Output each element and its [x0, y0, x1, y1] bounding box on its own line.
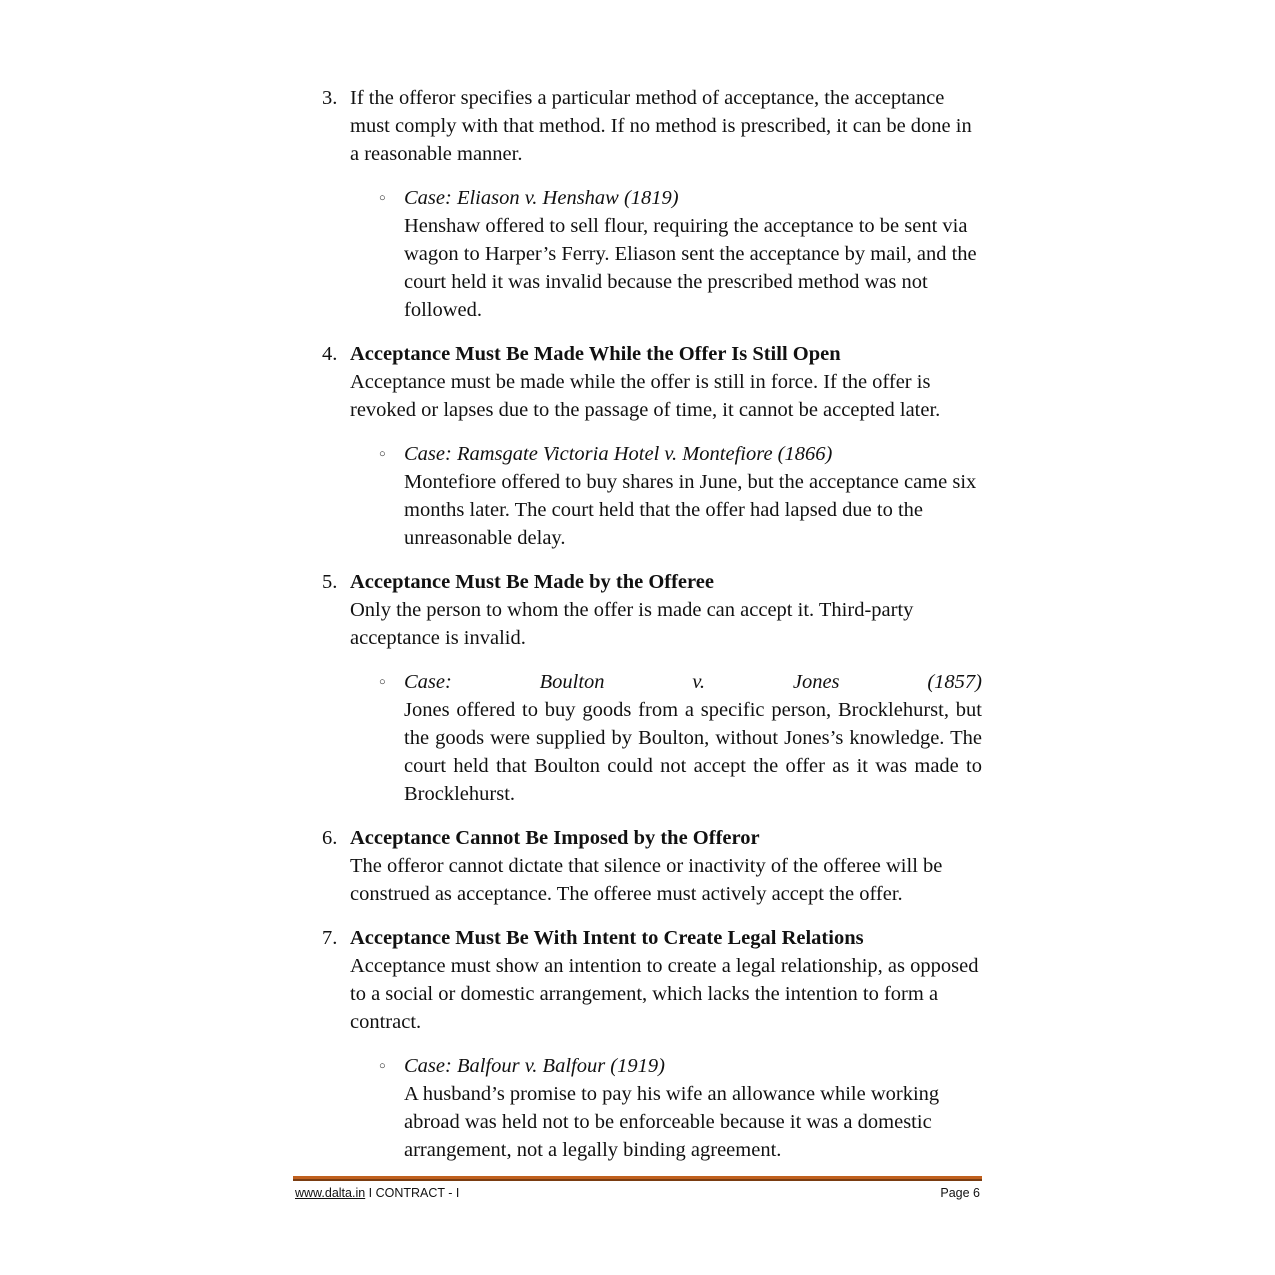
case-title-part: Case:	[404, 671, 452, 693]
case-title-part: v.	[692, 671, 706, 693]
list-item-6	[322, 824, 982, 908]
page-number: Page 6	[940, 1186, 980, 1200]
case-title-part: Jones	[792, 671, 840, 693]
case-balfour-v-balfour	[376, 1052, 982, 1164]
item-heading: Acceptance Must Be Made by the Offeree	[350, 571, 714, 593]
item-body: The offeror cannot dictate that silence or inactivity of the offeree will be construed as acceptance. The offeree must actively accept the offer.	[350, 855, 943, 905]
list-item-7	[322, 924, 982, 1164]
case-title-part: Boulton	[539, 671, 605, 693]
circle-bullet-icon: ○	[379, 448, 386, 460]
list-item-5	[322, 568, 982, 808]
item-heading: Acceptance Must Be With Intent to Create Legal Relations	[350, 927, 864, 949]
case-description: Henshaw offered to sell flour, requiring the acceptance to be sent via wagon to Harper’s Ferry. Eliason sent the acceptance by mail, and the court held it was invalid because the prescribed method was not followed.	[404, 215, 977, 321]
case-ramsgate-v-montefiore	[376, 440, 982, 552]
item-number: 5.	[322, 571, 338, 593]
footer-doc-title: I CONTRACT - I	[365, 1186, 460, 1200]
document-body	[322, 84, 982, 1180]
circle-bullet-icon: ○	[379, 1060, 386, 1072]
case-title: Case: Ramsgate Victoria Hotel v. Montefiore (1866)	[404, 443, 833, 465]
case-title	[404, 668, 982, 696]
case-eliason-v-henshaw	[376, 184, 982, 324]
item-number: 6.	[322, 827, 338, 849]
item-number: 4.	[322, 343, 338, 365]
case-description: Montefiore offered to buy shares in June, but the acceptance came six months later. The court held that the offer had lapsed due to the unreasonable delay.	[404, 471, 977, 549]
item-number: 3.	[322, 87, 338, 109]
item-body: Acceptance must be made while the offer is still in force. If the offer is revoked or lapses due to the passage of time, it cannot be accepted later.	[350, 371, 941, 421]
footer-divider	[293, 1176, 982, 1181]
case-description: Jones offered to buy goods from a specific person, Brocklehurst, but the goods were supplied by Boulton, without Jones’s knowledge. The court held that Boulton could not accept the offer as it was made to Brocklehurst.	[404, 699, 982, 805]
list-item-4	[322, 340, 982, 552]
item-body: Acceptance must show an intention to create a legal relationship, as opposed to a social or domestic arrangement, which lacks the intention to form a contract.	[350, 955, 979, 1033]
list-item-3	[322, 84, 982, 324]
item-heading: Acceptance Must Be Made While the Offer Is Still Open	[350, 343, 841, 365]
item-heading: Acceptance Cannot Be Imposed by the Offeror	[350, 827, 760, 849]
case-boulton-v-jones	[376, 668, 982, 808]
case-title: Case: Balfour v. Balfour (1919)	[404, 1055, 665, 1077]
case-title: Case: Eliason v. Henshaw (1819)	[404, 187, 679, 209]
case-description: A husband’s promise to pay his wife an allowance while working abroad was held not to be enforceable because it was a domestic arrangement, not a legally binding agreement.	[404, 1083, 940, 1161]
footer-left	[295, 1186, 459, 1200]
site-link[interactable]: www.dalta.in	[295, 1186, 366, 1200]
item-number: 7.	[322, 927, 338, 949]
item-body: Only the person to whom the offer is made can accept it. Third-party acceptance is invalid.	[350, 599, 914, 649]
circle-bullet-icon: ○	[379, 192, 386, 204]
case-title-part: (1857)	[927, 671, 982, 693]
page-footer	[295, 1186, 980, 1200]
item-body: If the offeror specifies a particular method of acceptance, the acceptance must comply with that method. If no method is prescribed, it can be done in a reasonable manner.	[350, 87, 972, 165]
circle-bullet-icon: ○	[379, 676, 386, 688]
